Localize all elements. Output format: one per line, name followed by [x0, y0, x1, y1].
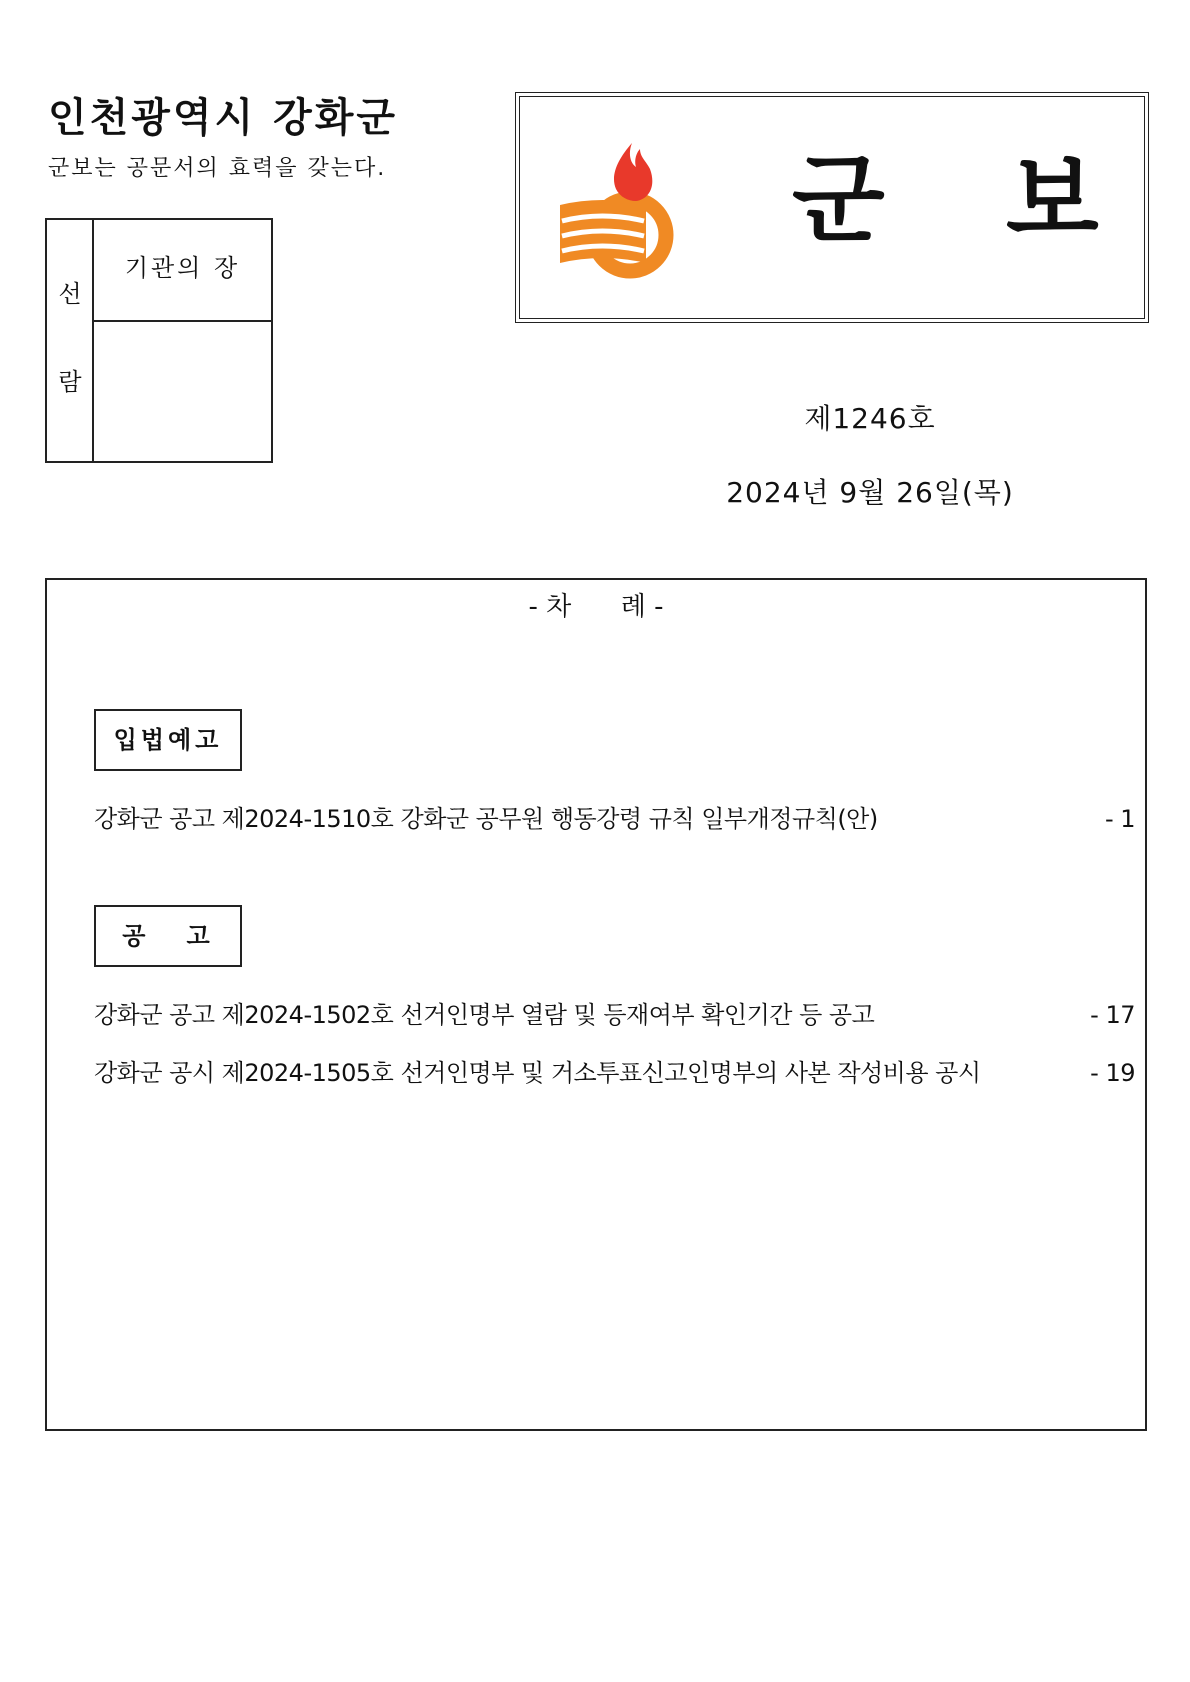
section-heading-notice: 공 고: [94, 905, 242, 967]
issue-date: 2024년 9월 26일(목): [726, 476, 1014, 509]
toc-entry[interactable]: [94, 998, 1135, 1032]
toc-entry-title: 강화군 공시 제2024-1505호 선거인명부 및 거소투표신고인명부의 사본 작성비용 공시: [94, 1059, 981, 1087]
table-of-contents: [45, 578, 1147, 1431]
issuer-name: 인천광역시 강화군: [48, 95, 399, 141]
ganghwa-torch-emblem-icon: [560, 139, 685, 279]
title-box-inner-border: [519, 96, 1145, 319]
approval-box: [45, 218, 273, 463]
approval-divider-horizontal: [92, 320, 271, 322]
toc-entry-page: - 17: [1090, 1001, 1135, 1029]
toc-entry-title: 강화군 공고 제2024-1502호 선거인명부 열람 및 등재여부 확인기간 등 공고: [94, 1001, 875, 1029]
title-char-bo: 보: [1006, 144, 1099, 256]
toc-entry-page: - 1: [1104, 805, 1135, 833]
toc-entry-title: 강화군 공고 제2024-1510호 강화군 공무원 행동강령 규칙 일부개정규칙(안): [94, 805, 878, 833]
title-box: [515, 92, 1149, 323]
approval-side-label-bottom: 람: [58, 368, 82, 396]
toc-title: - 차 례 -: [528, 592, 664, 622]
toc-entry[interactable]: [94, 1056, 1135, 1090]
approval-head-label: 기관의 장: [124, 254, 241, 282]
legal-effect-note: 군보는 공문서의 효력을 갖는다.: [48, 156, 387, 181]
toc-entry-page: - 19: [1090, 1059, 1135, 1087]
title-char-gun: 군: [792, 144, 885, 256]
issue-number: 제1246호: [804, 402, 936, 435]
approval-side-label-top: 선: [58, 280, 82, 308]
toc-entry[interactable]: [94, 802, 1135, 836]
section-heading-legislative-notice: 입법예고: [94, 709, 242, 771]
